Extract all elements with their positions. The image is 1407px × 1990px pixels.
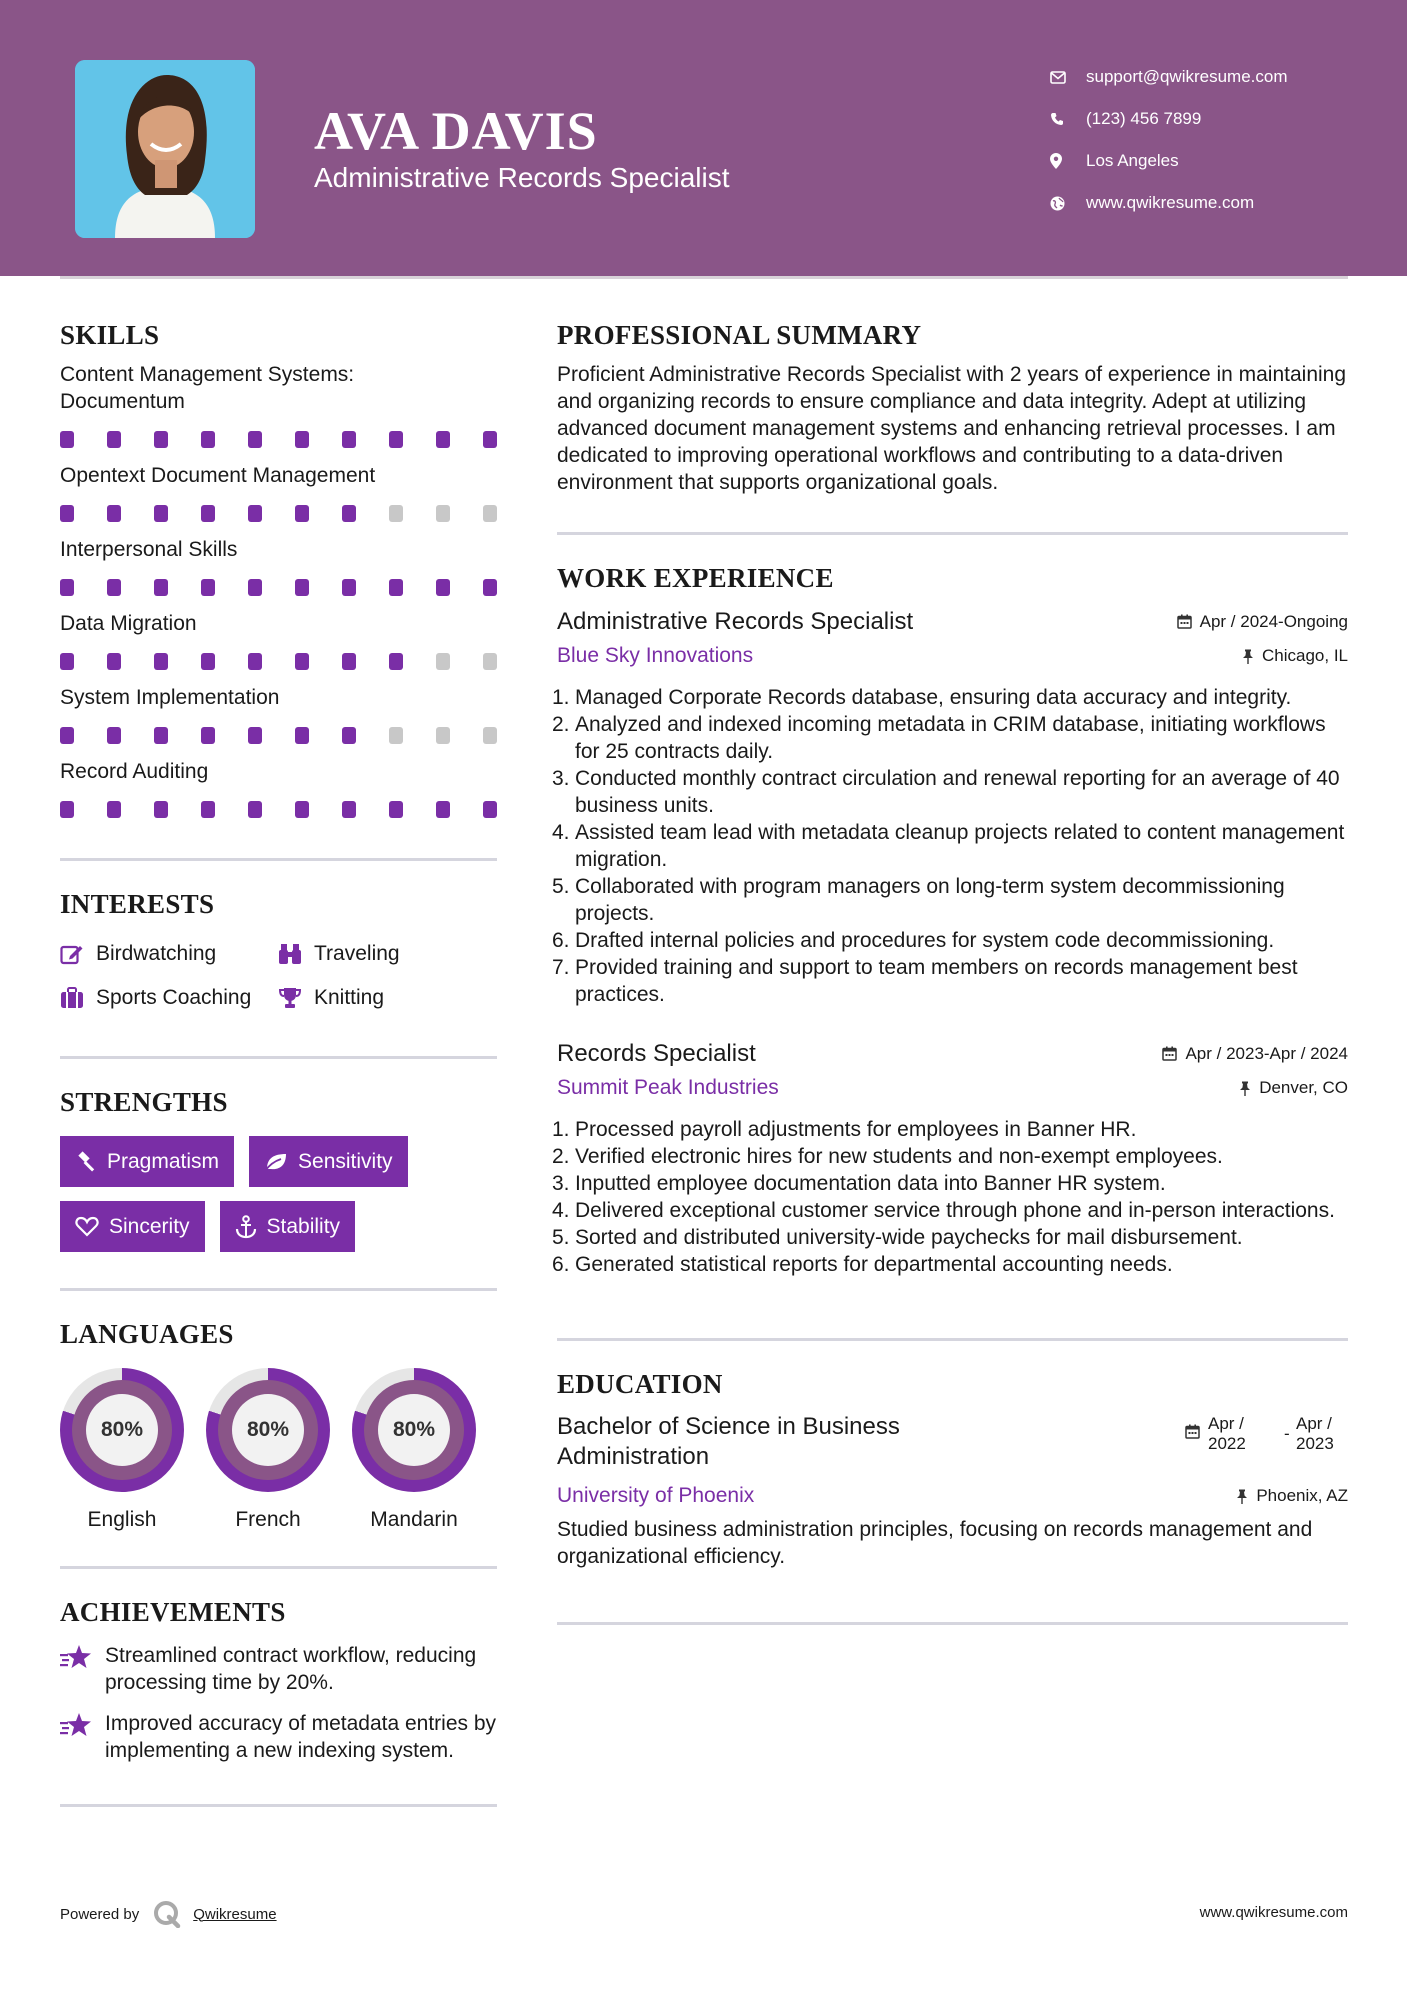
skill-name: Content Management Systems: Documentum bbox=[60, 363, 355, 413]
rating-dot-filled bbox=[295, 505, 309, 522]
calendar-icon bbox=[1185, 1424, 1200, 1439]
email-text: support@qwikresume.com bbox=[1086, 67, 1288, 86]
pushpin-icon bbox=[1236, 1489, 1248, 1504]
rating-dot-filled bbox=[295, 579, 309, 596]
language-name: French bbox=[235, 1508, 301, 1531]
company-name: Blue Sky Innovations bbox=[557, 644, 754, 667]
rating-dot-empty bbox=[389, 505, 403, 522]
rating-dot-filled bbox=[389, 653, 403, 670]
duty-item: 1. Managed Corporate Records database, ensuring data accuracy and integrity. bbox=[552, 686, 1292, 709]
skill-name: Data Migration bbox=[60, 612, 197, 635]
rating-dot-filled bbox=[107, 505, 121, 522]
rating-dot-filled bbox=[60, 801, 74, 818]
profile-photo bbox=[75, 60, 255, 238]
section-divider bbox=[557, 532, 1348, 535]
globe-icon bbox=[1050, 196, 1086, 211]
duty-item: 7. Provided training and support to team members on records management best practices. bbox=[552, 956, 1298, 1006]
school-location: Phoenix, AZ bbox=[1236, 1486, 1348, 1506]
rating-dot-filled bbox=[60, 727, 74, 744]
rating-dot-filled bbox=[60, 431, 74, 448]
rating-dot-filled bbox=[201, 801, 215, 818]
education-entry bbox=[557, 1412, 1348, 1570]
contact-email[interactable] bbox=[1050, 56, 1288, 98]
job-location: Denver, CO bbox=[1239, 1078, 1348, 1098]
rating-dot-filled bbox=[201, 431, 215, 448]
rating-dot-filled bbox=[154, 727, 168, 744]
rating-dot-empty bbox=[436, 653, 450, 670]
contact-location bbox=[1050, 140, 1288, 182]
rating-dot-filled bbox=[436, 579, 450, 596]
rating-dot-filled bbox=[342, 431, 356, 448]
rating-dot-filled bbox=[201, 727, 215, 744]
rating-dot-filled bbox=[107, 727, 121, 744]
duty-item: 5. Sorted and distributed university-wide paychecks for mail disbursement. bbox=[552, 1226, 1243, 1249]
skill-item bbox=[60, 610, 497, 670]
section-divider bbox=[60, 1288, 497, 1291]
briefcase-icon bbox=[60, 987, 96, 1009]
duty-item: 2. Verified electronic hires for new students and non-exempt employees. bbox=[552, 1145, 1223, 1168]
interest-item: Sports Coaching bbox=[60, 976, 278, 1020]
rating-dot-filled bbox=[154, 801, 168, 818]
rating-dot-filled bbox=[436, 801, 450, 818]
skill-item bbox=[60, 462, 497, 522]
job-title: Administrative Records Specialist bbox=[557, 608, 914, 635]
qwikresume-logo-icon bbox=[153, 1900, 181, 1928]
rating-dot-filled bbox=[248, 653, 262, 670]
education-description: Studied business administration principles, focusing on records management and organizational efficiency. bbox=[557, 1518, 1313, 1568]
languages-list bbox=[60, 1368, 497, 1536]
footer-powered-by bbox=[60, 1900, 277, 1928]
rating-dot-filled bbox=[295, 801, 309, 818]
section-divider bbox=[60, 858, 497, 861]
summary-text: Proficient Administrative Records Specialist with 2 years of experience in maintaining and organizing records to ensure compliance and data integrity. Adept at utilizing advanced document management systems and enhancing retrieval processes. I am dedicated to improving operational workflows and contributing to a data-driven environment that supports organizational goals. bbox=[557, 363, 1347, 494]
rating-dot-filled bbox=[60, 653, 74, 670]
section-divider bbox=[557, 1622, 1348, 1625]
rating-dot-filled bbox=[201, 653, 215, 670]
duty-item: 6. Generated statistical reports for departmental accounting needs. bbox=[552, 1253, 1173, 1276]
language-item bbox=[60, 1368, 184, 1532]
powered-by-text: Powered by bbox=[60, 1905, 140, 1923]
contact-list bbox=[1050, 56, 1288, 224]
language-progress-ring bbox=[60, 1368, 184, 1492]
job-dates: Apr / 2024-Ongoing bbox=[1177, 612, 1348, 632]
shooting-star-icon bbox=[60, 1642, 105, 1677]
job-dates: Apr / 2023-Apr / 2024 bbox=[1162, 1044, 1348, 1064]
rating-dot-filled bbox=[248, 801, 262, 818]
contact-phone[interactable] bbox=[1050, 98, 1288, 140]
rating-dot-filled bbox=[60, 579, 74, 596]
skill-name: Interpersonal Skills bbox=[60, 538, 238, 561]
rating-dot-filled bbox=[295, 431, 309, 448]
skill-rating bbox=[60, 727, 497, 744]
contact-website[interactable] bbox=[1050, 182, 1288, 224]
rating-dot-filled bbox=[295, 727, 309, 744]
pushpin-icon bbox=[1242, 649, 1254, 664]
skill-name: Opentext Document Management bbox=[60, 464, 376, 487]
rating-dot-filled bbox=[60, 505, 74, 522]
language-progress-ring bbox=[206, 1368, 330, 1492]
rating-dot-filled bbox=[436, 431, 450, 448]
rating-dot-empty bbox=[483, 727, 497, 744]
rating-dot-filled bbox=[483, 801, 497, 818]
envelope-icon bbox=[1050, 71, 1086, 84]
languages-heading: LANGUAGES bbox=[60, 1319, 234, 1349]
rating-dot-filled bbox=[107, 801, 121, 818]
rating-dot-filled bbox=[342, 653, 356, 670]
skill-item bbox=[60, 361, 497, 448]
strength-tag: Sensitivity bbox=[249, 1136, 408, 1187]
strength-tag: Stability bbox=[220, 1201, 356, 1252]
candidate-title: Administrative Records Specialist bbox=[314, 162, 730, 193]
date-dash: - bbox=[1284, 1424, 1290, 1443]
job-title: Records Specialist bbox=[557, 1040, 756, 1067]
strength-tag: Pragmatism bbox=[60, 1136, 234, 1187]
language-item bbox=[352, 1368, 476, 1532]
strengths-tags bbox=[60, 1136, 497, 1252]
gavel-icon bbox=[75, 1151, 97, 1173]
rating-dot-filled bbox=[342, 801, 356, 818]
rating-dot-filled bbox=[154, 431, 168, 448]
website-text: www.qwikresume.com bbox=[1086, 193, 1255, 212]
rating-dot-filled bbox=[248, 431, 262, 448]
education-dates bbox=[1185, 1414, 1348, 1454]
shooting-star-icon bbox=[60, 1710, 105, 1745]
rating-dot-filled bbox=[107, 653, 121, 670]
rating-dot-filled bbox=[389, 801, 403, 818]
language-percent: 80% bbox=[86, 1394, 158, 1466]
phone-icon bbox=[1050, 112, 1086, 126]
skill-item bbox=[60, 758, 497, 818]
start-date: Apr / 2022 bbox=[1208, 1414, 1246, 1453]
section-divider bbox=[60, 1804, 497, 1807]
rating-dot-filled bbox=[389, 579, 403, 596]
rating-dot-filled bbox=[154, 653, 168, 670]
duties-list bbox=[552, 1116, 1348, 1278]
language-percent: 80% bbox=[378, 1394, 450, 1466]
achievement-item: Improved accuracy of metadata entries by implementing a new indexing system. bbox=[60, 1710, 497, 1764]
candidate-name: AVA DAVIS bbox=[314, 101, 598, 161]
duty-item: 4. Delivered exceptional customer service through phone and in-person interactions. bbox=[552, 1199, 1335, 1222]
interest-item: Birdwatching bbox=[60, 932, 278, 976]
right-column bbox=[552, 320, 1348, 1625]
strength-tag: Sincerity bbox=[60, 1201, 205, 1252]
language-progress-ring bbox=[352, 1368, 476, 1492]
job-entry bbox=[552, 608, 1348, 1008]
language-name: Mandarin bbox=[370, 1508, 458, 1531]
map-pin-icon bbox=[1050, 153, 1086, 169]
rating-dot-filled bbox=[389, 431, 403, 448]
left-column bbox=[60, 320, 497, 1807]
anchor-icon bbox=[235, 1215, 257, 1239]
job-location: Chicago, IL bbox=[1242, 646, 1348, 666]
rating-dot-filled bbox=[295, 653, 309, 670]
rating-dot-filled bbox=[342, 579, 356, 596]
language-item bbox=[206, 1368, 330, 1532]
duty-item: 2. Analyzed and indexed incoming metadata in CRIM database, initiating workflows for 25 contracts daily. bbox=[552, 713, 1326, 763]
rating-dot-filled bbox=[107, 431, 121, 448]
rating-dot-empty bbox=[436, 727, 450, 744]
rating-dot-empty bbox=[483, 653, 497, 670]
leaf-icon bbox=[264, 1152, 288, 1172]
section-divider bbox=[60, 1566, 497, 1569]
rating-dot-filled bbox=[107, 579, 121, 596]
trophy-icon bbox=[278, 987, 314, 1009]
skills-heading: SKILLS bbox=[60, 320, 160, 350]
duty-item: 3. Conducted monthly contract circulation and renewal reporting for an average of 40 business units. bbox=[552, 767, 1340, 817]
end-date: Apr / 2023 bbox=[1296, 1414, 1334, 1453]
language-name: English bbox=[87, 1508, 157, 1531]
rating-dot-filled bbox=[201, 579, 215, 596]
rating-dot-filled bbox=[483, 579, 497, 596]
resume-header bbox=[0, 0, 1407, 276]
summary-heading: PROFESSIONAL SUMMARY bbox=[557, 320, 922, 350]
duty-item: 4. Assisted team lead with metadata cleanup projects related to content management migration. bbox=[552, 821, 1345, 871]
achievements-list bbox=[60, 1642, 497, 1764]
skill-rating bbox=[60, 505, 497, 522]
skill-name: Record Auditing bbox=[60, 760, 209, 783]
skill-item bbox=[60, 684, 497, 744]
rating-dot-filled bbox=[248, 505, 262, 522]
location-text: Los Angeles bbox=[1086, 151, 1179, 170]
achievements-heading: ACHIEVEMENTS bbox=[60, 1597, 286, 1627]
skill-rating bbox=[60, 431, 497, 448]
duty-item: 6. Drafted internal policies and procedures for system code decommissioning. bbox=[552, 929, 1275, 952]
strengths-heading: STRENGTHS bbox=[60, 1087, 228, 1117]
language-percent: 80% bbox=[232, 1394, 304, 1466]
interests-grid bbox=[60, 932, 497, 1020]
rating-dot-empty bbox=[436, 505, 450, 522]
skill-item bbox=[60, 536, 497, 596]
calendar-icon bbox=[1162, 1046, 1177, 1061]
rating-dot-filled bbox=[154, 579, 168, 596]
interest-item: Knitting bbox=[278, 976, 384, 1020]
skills-list bbox=[60, 361, 497, 818]
education-heading: EDUCATION bbox=[557, 1369, 723, 1399]
header-divider bbox=[60, 276, 1348, 279]
calendar-icon bbox=[1177, 614, 1192, 629]
rating-dot-empty bbox=[389, 727, 403, 744]
section-divider bbox=[557, 1338, 1348, 1341]
skill-rating bbox=[60, 579, 497, 596]
binoculars-icon bbox=[278, 943, 314, 965]
phone-text: (123) 456 7899 bbox=[1086, 109, 1202, 128]
school-name: University of Phoenix bbox=[557, 1484, 755, 1507]
experience-heading: WORK EXPERIENCE bbox=[557, 563, 834, 593]
duty-item: 3. Inputted employee documentation data into Banner HR system. bbox=[552, 1172, 1166, 1195]
footer-website[interactable]: www.qwikresume.com bbox=[1199, 1904, 1348, 1921]
qwikresume-link[interactable]: Qwikresume bbox=[193, 1905, 277, 1923]
duties-list bbox=[552, 684, 1348, 1008]
rating-dot-filled bbox=[342, 727, 356, 744]
duty-item: 1. Processed payroll adjustments for employees in Banner HR. bbox=[552, 1118, 1137, 1141]
achievement-item: Streamlined contract workflow, reducing processing time by 20%. bbox=[60, 1642, 497, 1696]
heart-icon bbox=[75, 1216, 99, 1237]
interest-item: Traveling bbox=[278, 932, 400, 976]
job-entry bbox=[552, 1040, 1348, 1278]
rating-dot-empty bbox=[483, 505, 497, 522]
degree-title: Bachelor of Science in Business Administration bbox=[557, 1413, 900, 1470]
rating-dot-filled bbox=[248, 727, 262, 744]
rating-dot-filled bbox=[248, 579, 262, 596]
edit-icon bbox=[60, 943, 96, 965]
company-name: Summit Peak Industries bbox=[557, 1076, 779, 1099]
pushpin-icon bbox=[1239, 1081, 1251, 1096]
skill-rating bbox=[60, 653, 497, 670]
rating-dot-filled bbox=[483, 431, 497, 448]
rating-dot-filled bbox=[154, 505, 168, 522]
rating-dot-filled bbox=[201, 505, 215, 522]
section-divider bbox=[60, 1056, 497, 1059]
interests-heading: INTERESTS bbox=[60, 889, 215, 919]
rating-dot-filled bbox=[342, 505, 356, 522]
skill-rating bbox=[60, 801, 497, 818]
duty-item: 5. Collaborated with program managers on long-term system decommissioning projects. bbox=[552, 875, 1285, 925]
skill-name: System Implementation bbox=[60, 686, 280, 709]
